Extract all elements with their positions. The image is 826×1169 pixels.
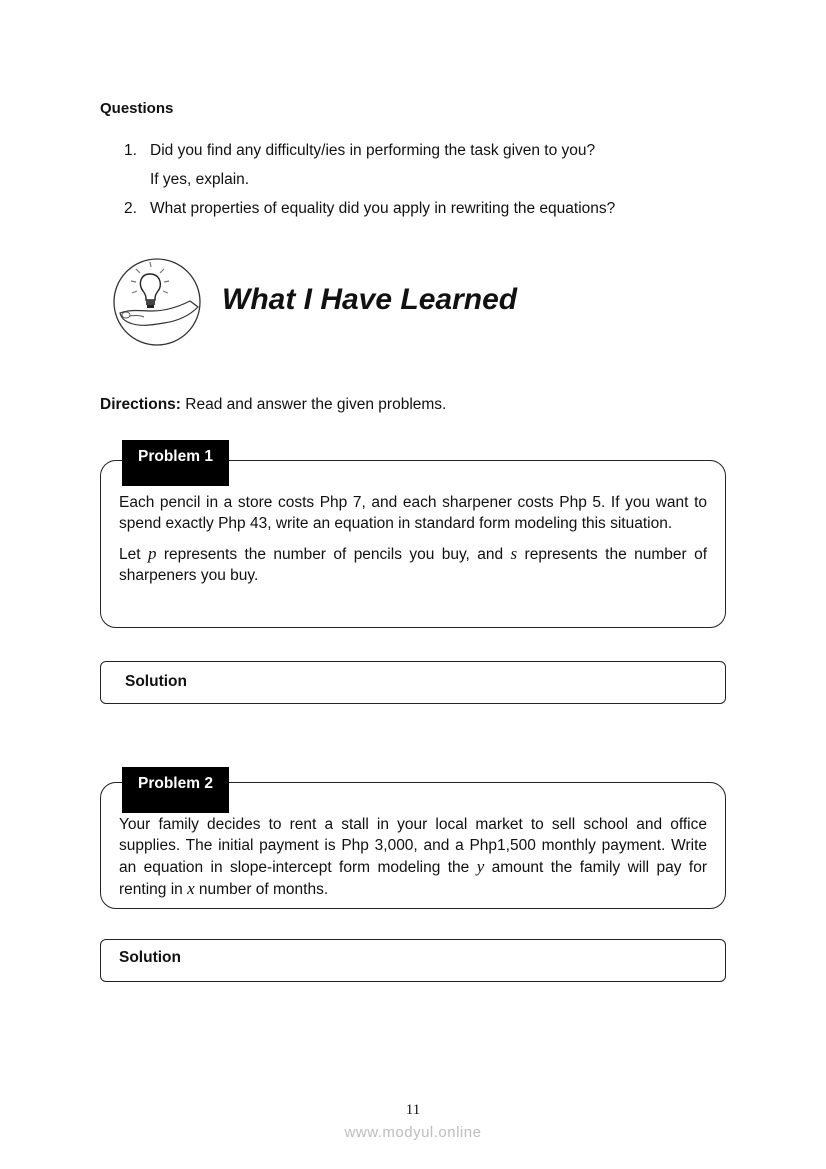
text-run: Let (119, 546, 148, 563)
problem-1-text (119, 492, 707, 595)
questions-list (124, 136, 615, 223)
question-number: 1. (124, 142, 137, 159)
questions-heading: Questions (100, 100, 174, 117)
directions-label: Directions: (100, 396, 181, 413)
variable-y: y (476, 857, 485, 876)
directions (100, 396, 446, 414)
problem-1-tab: Problem 1 (122, 440, 229, 486)
question-number: 2. (124, 200, 137, 217)
section-title: What I Have Learned (222, 283, 518, 316)
problem-2-text (119, 814, 707, 909)
variable-x: x (187, 879, 195, 898)
question-text (150, 136, 595, 194)
solution-1-box[interactable] (100, 661, 726, 704)
variable-s: s (510, 544, 518, 563)
solution-1-label: Solution (125, 673, 187, 690)
directions-text: Read and answer the given problems. (180, 396, 447, 413)
problem-1-paragraph: Each pencil in a store costs Php 7, and each sharpener costs Php 5. If you want to spend exactly Php 43, write an equation in standard form modeling this situation. (119, 494, 707, 532)
problem-2-tab: Problem 2 (122, 767, 229, 813)
watermark: www.modyul.online (344, 1124, 482, 1141)
solution-2-label: Solution (119, 949, 181, 966)
text-run: represents the number of sharpeners you buy. (119, 546, 707, 584)
problem-1-paragraph (119, 543, 707, 586)
question-text: What properties of equality did you apply in rewriting the equations? (150, 200, 616, 217)
text-run: number of months. (194, 881, 329, 898)
text-run: amount the family will pay for renting in (119, 859, 707, 898)
solution-2-box[interactable] (100, 939, 726, 982)
question-text-line: Did you find any difficulty/ies in performing the task given to you? (150, 142, 596, 159)
lightbulb-in-hand-icon (112, 257, 202, 347)
problem-2-paragraph (119, 814, 707, 900)
question-item (124, 194, 615, 223)
question-item (124, 136, 615, 194)
page-number: 11 (405, 1102, 421, 1118)
text-run: Your family decides to rent a stall in your local market to sell school and office supplies. The initial payment is Php 3,000, and a Php1,500 monthly payment. Write an equation in slope-intercept form modeling the (119, 816, 707, 876)
variable-p: p (147, 544, 157, 563)
text-run: represents the number of pencils you buy, and (156, 546, 511, 563)
question-text-line: If yes, explain. (150, 171, 250, 188)
